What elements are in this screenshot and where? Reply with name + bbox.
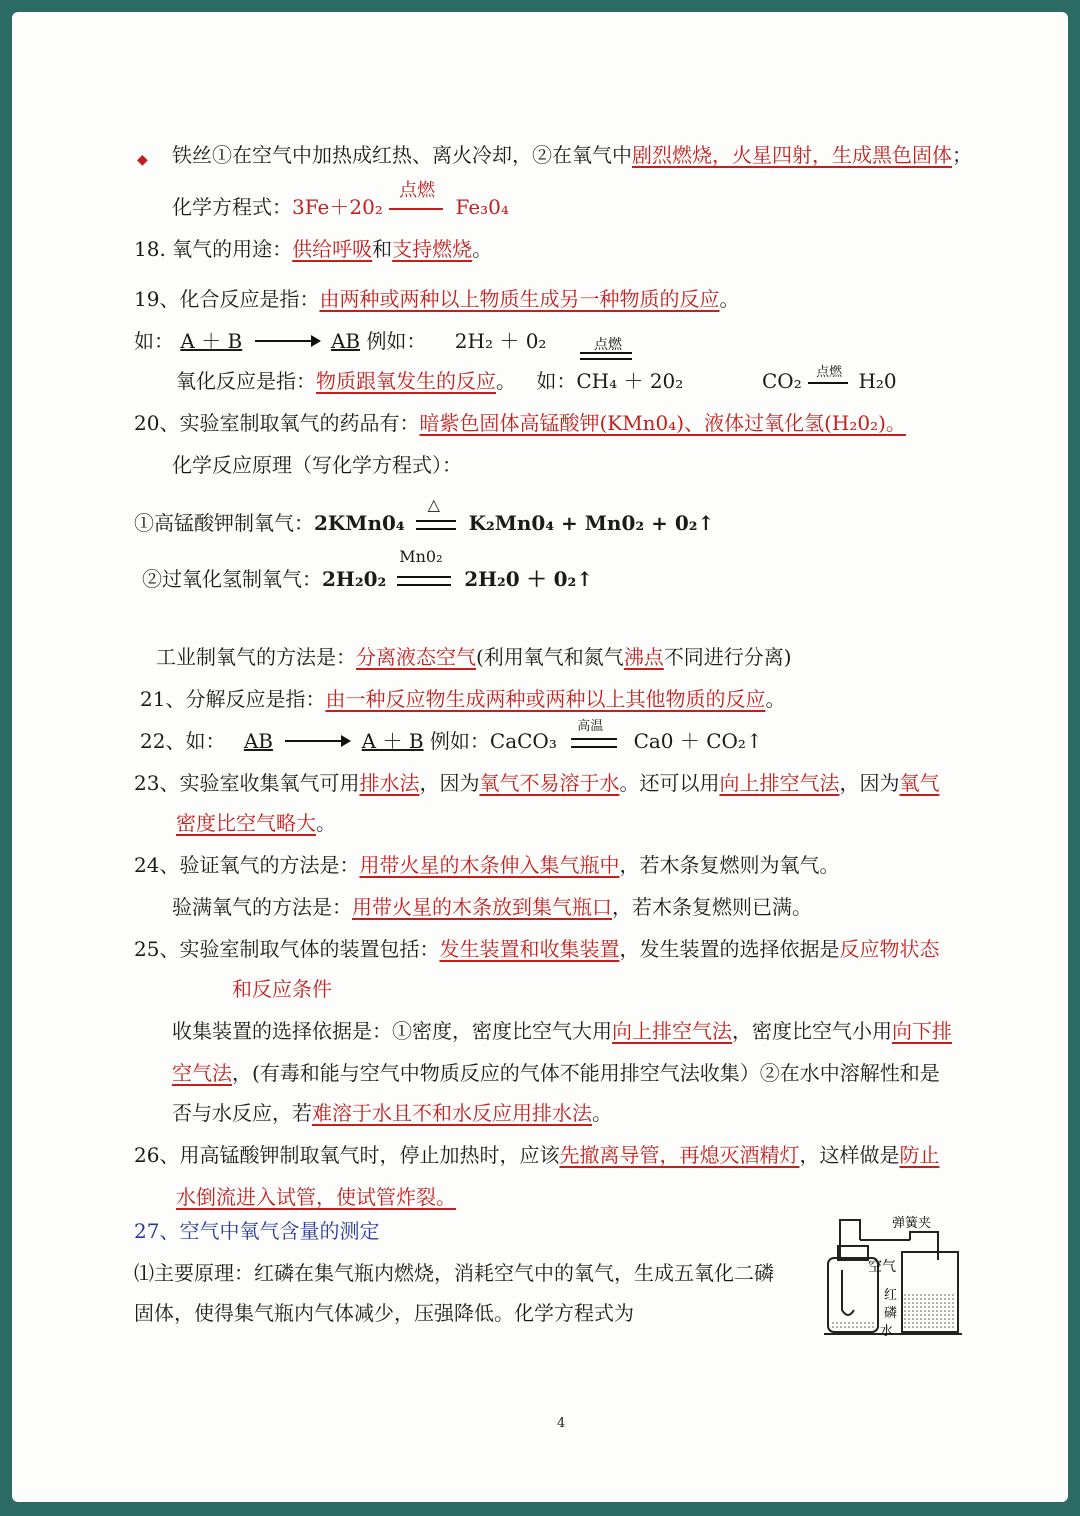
kmno4-equation: ①高锰酸钾制氧气：2KMn0₄ △ K₂Mn0₄ + Mn0₂ + 0₂↑: [134, 495, 715, 535]
item-18: 18. 氧气的用途：供给呼吸和支持燃烧。: [134, 237, 493, 261]
item-20: 20、实验室制取氧气的药品有：暗紫色固体高锰酸钾(KMn0₄)、液体过氧化氢(H₂0₂)。: [134, 411, 906, 435]
collection-basis: 收集装置的选择依据是：①密度，密度比空气大用向上排空气法，密度比空气小用向下排: [172, 1019, 952, 1043]
line-iron-equation: 化学方程式：3Fe＋20₂ 点燃 Fe₃0₄: [172, 180, 509, 219]
phosphorus-label-2: 磷: [884, 1306, 898, 1321]
item-25: 25、实验室制取气体的装置包括：发生装置和收集装置，发生装置的选择依据是反应物状态: [134, 937, 940, 961]
water-label: 水: [880, 1324, 894, 1339]
collection-basis-3: 否与水反应，若难溶于水且不和水反应用排水法。: [172, 1101, 612, 1125]
air-label: 空气: [868, 1259, 896, 1275]
bullet-icon: ◆: [137, 152, 148, 168]
line-iron-wire: 铁丝①在空气中加热成红热、离火冷却，②在氧气中剧烈燃烧，火星四射，生成黑色固体；: [172, 143, 972, 167]
apparatus-figure: [820, 1210, 970, 1345]
item-19: 19、化合反应是指：由两种或两种以上物质生成另一种物质的反应。: [134, 287, 740, 311]
h2o2-equation: ②过氧化氢制氧气：2H₂0₂ Mn0₂ 2H₂0 ＋ 0₂↑: [142, 547, 594, 591]
burn-condition-1: 点燃: [594, 337, 622, 353]
page-number: 4: [557, 1416, 566, 1431]
oxidation-definition: 氧化反应是指：物质跟氧发生的反应。 如：CH₄ ＋ 20₂: [176, 369, 684, 393]
oxygen-full-test: 验满氧气的方法是：用带火星的木条放到集气瓶口，若木条复燃则已满。: [172, 895, 812, 919]
reaction-principle: 化学反应原理（写化学方程式）：: [172, 453, 462, 477]
item-22: 22、如： AB A ＋ B 例如：CaCO₃ 高温 Ca0 ＋ CO₂↑: [140, 719, 763, 753]
item-27-heading: 27、空气中氧气含量的测定: [134, 1219, 380, 1243]
collection-basis-2: 空气法，(有毒和能与空气中物质反应的气体不能用排空气法收集）②在水中溶解性和是: [172, 1061, 940, 1085]
item-24: 24、验证氧气的方法是：用带火星的木条伸入集气瓶中，若木条复燃则为氧气。: [134, 853, 840, 877]
item-26-cont: 水倒流进入试管，使试管炸裂。: [176, 1185, 456, 1209]
item-26: 26、用高锰酸钾制取氧气时，停止加热时，应该先撤离导管，再熄灭酒精灯，这样做是防止: [134, 1143, 940, 1167]
clip-label: 弹簧夹: [892, 1216, 932, 1231]
combination-example: 如： A ＋ B AB 例如： 2H₂ ＋ 0₂: [134, 329, 547, 353]
item-27-principle: ⑴主要原理：红磷在集气瓶内燃烧，消耗空气中的氧气，生成五氧化二磷: [134, 1261, 774, 1285]
item-25-cont: 和反应条件: [232, 977, 332, 1001]
phosphorus-label-1: 红: [884, 1288, 898, 1303]
arrow-icon: [285, 740, 349, 746]
item-27-principle-cont: 固体，使得集气瓶内气体减少，压强降低。化学方程式为: [134, 1301, 634, 1325]
arrow-icon: [255, 340, 319, 346]
equals-sign: [580, 352, 632, 360]
oxidation-products: CO₂ 点燃 H₂0: [762, 365, 897, 393]
item-23-cont: 密度比空气略大。: [176, 811, 336, 835]
item-21: 21、分解反应是指：由一种反应物生成两种或两种以上其他物质的反应。: [140, 687, 786, 711]
industrial-oxygen: 工业制氧气的方法是：分离液态空气(利用氧气和氮气沸点不同进行分离): [156, 645, 792, 669]
item-23: 23、实验室收集氧气可用排水法，因为氧气不易溶于水。还可以用向上排空气法，因为氧气: [134, 771, 940, 795]
